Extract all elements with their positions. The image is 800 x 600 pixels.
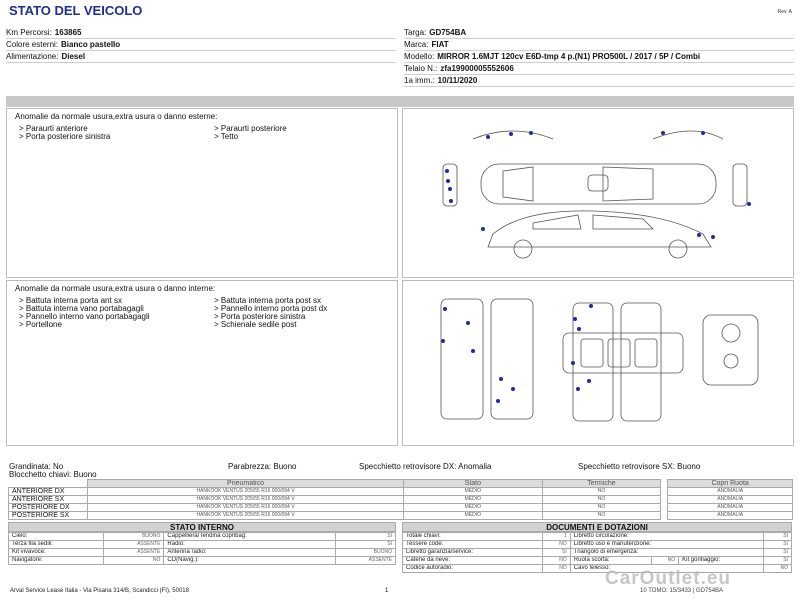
table-row: Cielo: BUONO Cappelliera/Tendina copribag: SI <box>9 533 396 541</box>
internal-damage-title: Anomalie da normale usura,extra usura o danno interne: <box>15 284 216 293</box>
info-row-telaio: Telaio N.: zfa19900005552606 <box>404 63 794 75</box>
damage-item: > Paraurti posteriore <box>214 124 287 133</box>
document-code: 10 TOMO: 15/3433 | GD754BA <box>640 588 724 594</box>
table-row: ANTERIORE DX HANKOOK VENTUS 205/55 R16 000/094 V MEDIO NO ANOMALIA <box>9 488 793 496</box>
specchietto-dx-status: Specchietto retrovisore DX: Anomalia <box>359 462 492 471</box>
info-row-colore: Colore esterni: Bianco pastello <box>6 39 396 51</box>
parabrezza-status: Parabrezza: Buono <box>228 462 297 471</box>
col-stato: Stato <box>404 480 543 488</box>
external-damage-list <box>19 125 397 141</box>
documenti-title: DOCUMENTI E DOTAZIONI <box>402 522 792 532</box>
blocchetto-status: Blocchetto chiavi: Buono <box>9 470 97 479</box>
revision-label: Rev. A <box>777 9 792 15</box>
tyres-header-row <box>9 480 793 488</box>
table-row: Tessere code: NO Libretto uso e manutenzione: SI <box>403 541 792 549</box>
footer-company: Arval Service Lease Italia - Via Pisana 314/B, Scandicci (FI), 50018 <box>10 588 189 594</box>
damage-item: > Tetto <box>214 132 239 141</box>
external-car-diagram <box>402 108 794 278</box>
internal-damage-panel <box>6 280 398 446</box>
table-row: Totale chiavi: 1 Libretto circolazione: SI <box>403 533 792 541</box>
damage-item: > Pannello interno porta post dx <box>214 304 328 313</box>
grandinata-status: Grandinata: No <box>9 462 64 471</box>
info-row-km: Km Percorsi: 163865 <box>6 27 396 39</box>
info-row-marca: Marca: FIAT <box>404 39 794 51</box>
damage-item: > Porta posteriore sinistra <box>19 132 111 141</box>
damage-item: > Battuta interna porta ant sx <box>19 296 122 305</box>
car-top-outline <box>473 131 553 139</box>
section-divider <box>6 96 794 107</box>
info-row-alimentazione: Alimentazione: Diesel <box>6 51 396 63</box>
info-row-targa: Targa: GD754BA <box>404 27 794 39</box>
table-row: POSTERIORE SX HANKOOK VENTUS 205/55 R16 000/094 V MEDIO NO ANOMALIA <box>9 512 793 520</box>
vehicle-info-left <box>6 27 396 63</box>
internal-car-diagram <box>402 280 794 446</box>
damage-item: > Porta posteriore sinistra <box>214 312 306 321</box>
documenti-table <box>402 532 792 573</box>
internal-damage-list <box>19 297 397 329</box>
damage-item: > Pannello interno vano portabagagli <box>19 312 150 321</box>
col-copri-ruota: Copri Ruota <box>668 480 793 488</box>
watermark-logo: CarOutlet.eu <box>605 568 732 589</box>
damage-markers <box>441 304 593 403</box>
tyres-table <box>8 479 793 520</box>
damage-item: > Schienale sedile post <box>214 320 297 329</box>
external-damage-title: Anomalie da normale usura,extra usura o danno esterne: <box>15 112 218 121</box>
table-row: Terza fila sedili: ASSENTE Radio: SI <box>9 541 396 549</box>
stato-interno-title: STATO INTERNO <box>8 522 396 532</box>
info-row-modello: Modello: MIRROR 1.6MJT 120cv E6D-tmp 4 p.(N1) PRO500L / 2017 / 5P / Combi <box>404 51 794 63</box>
damage-item: > Battuta interna vano portabagagli <box>19 304 144 313</box>
table-row: Libretto garanzia/service: SI Triangolo di emergenza: SI <box>403 549 792 557</box>
col-pneumatico: Pneumatico <box>87 480 403 488</box>
damage-markers <box>445 131 751 239</box>
info-row-immatricolazione: 1a imm.: 10/11/2020 <box>404 75 794 87</box>
table-row: POSTERIORE DX HANKOOK VENTUS 205/55 R16 000/094 V MEDIO NO ANOMALIA <box>9 504 793 512</box>
damage-item: > Paraurti anteriore <box>19 124 88 133</box>
table-row: Codice autoradio: NO Cavo telesso: NO <box>403 565 792 573</box>
table-row: Catene da neve: NO Ruota scorta: NO Kit gonfiaggio: SI <box>403 557 792 565</box>
col-termiche: Termiche <box>542 480 661 488</box>
page-number: 1 <box>385 588 389 594</box>
external-damage-panel <box>6 108 398 278</box>
page-title: STATO DEL VEICOLO <box>9 3 143 18</box>
table-row: ANTERIORE SX HANKOOK VENTUS 205/55 R16 000/094 V MEDIO NO ANOMALIA <box>9 496 793 504</box>
table-row: Kit vivavoce: ASSENTE Antenna radio: BUONO <box>9 549 396 557</box>
damage-item: > Portellone <box>19 320 62 329</box>
vehicle-info-right <box>404 27 794 87</box>
damage-item: > Battuta interna porta post sx <box>214 296 321 305</box>
stato-interno-table <box>8 532 396 565</box>
specchietto-sx-status: Specchietto retrovisore SX: Buono <box>578 462 701 471</box>
table-row: Navigatore: NO CD(Navig.): ASSENTE <box>9 557 396 565</box>
